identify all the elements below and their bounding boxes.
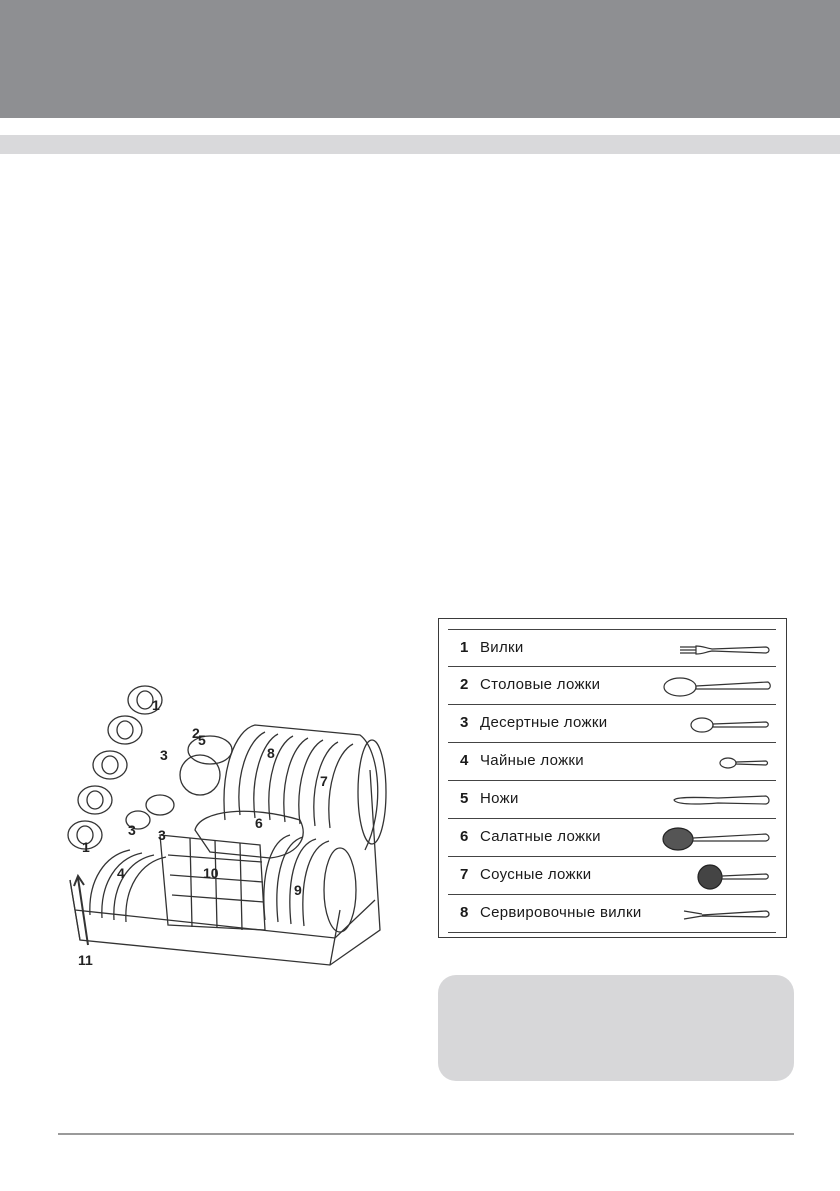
legend-number: 2: [460, 676, 469, 693]
legend-label: Чайные ложки: [480, 752, 584, 769]
callout-11: 11: [78, 952, 93, 968]
callout-3b: 3: [158, 827, 166, 843]
small-plates: [90, 850, 166, 922]
legend-number: 1: [460, 639, 469, 656]
legend-label: Салатные ложки: [480, 828, 601, 845]
legend-label: Соусные ложки: [480, 866, 592, 883]
tablespoon-icon: [662, 671, 772, 701]
legend-number: 6: [460, 828, 469, 845]
legend-number: 5: [460, 790, 469, 807]
plates-right: [264, 835, 356, 932]
callout-1b: 1: [82, 839, 90, 855]
cutlery-legend: [438, 618, 787, 938]
callout-10: 10: [203, 865, 219, 881]
legend-row-5: [448, 781, 776, 819]
legend-row-6: [448, 819, 776, 857]
legend-label: Столовые ложки: [480, 676, 601, 693]
subheader-band: [0, 135, 840, 154]
knife-icon: [662, 785, 772, 815]
legend-number: 8: [460, 904, 469, 921]
cutlery-basket: [160, 835, 265, 930]
ladle-icon: [662, 861, 772, 891]
legend-number: 4: [460, 752, 469, 769]
dessert-spoon-icon: [662, 709, 772, 739]
callout-5: 5: [198, 732, 206, 748]
legend-row-3: [448, 705, 776, 743]
callout-3c: 3: [128, 822, 136, 838]
callout-7: 7: [320, 773, 328, 789]
callout-4: 4: [117, 865, 125, 881]
footer-rule: [58, 1133, 794, 1135]
legend-number: 3: [460, 714, 469, 731]
legend-label: Вилки: [480, 639, 524, 656]
teaspoon-icon: [662, 747, 772, 777]
legend-row-4: [448, 743, 776, 781]
callout-3a: 3: [160, 747, 168, 763]
dishwasher-basket-illustration: [50, 680, 420, 980]
legend-label: Ножи: [480, 790, 519, 807]
legend-row-8: [448, 895, 776, 933]
callout-9: 9: [294, 882, 302, 898]
note-box: [438, 975, 794, 1081]
legend-number: 7: [460, 866, 469, 883]
fork-icon: [662, 634, 772, 664]
callout-1: 1: [152, 697, 160, 713]
large-plates: [224, 725, 386, 850]
callout-8: 8: [267, 745, 275, 761]
legend-label: Десертные ложки: [480, 714, 608, 731]
salad-spoon-icon: [662, 823, 772, 853]
callout-6: 6: [255, 815, 263, 831]
legend-row-2: [448, 667, 776, 705]
legend-row-1: [448, 629, 776, 667]
header-band: [0, 0, 840, 118]
serving-fork-icon: [662, 899, 772, 929]
legend-label: Сервировочные вилки: [480, 904, 642, 921]
legend-row-7: [448, 857, 776, 895]
callout-2: 2: [192, 725, 200, 741]
